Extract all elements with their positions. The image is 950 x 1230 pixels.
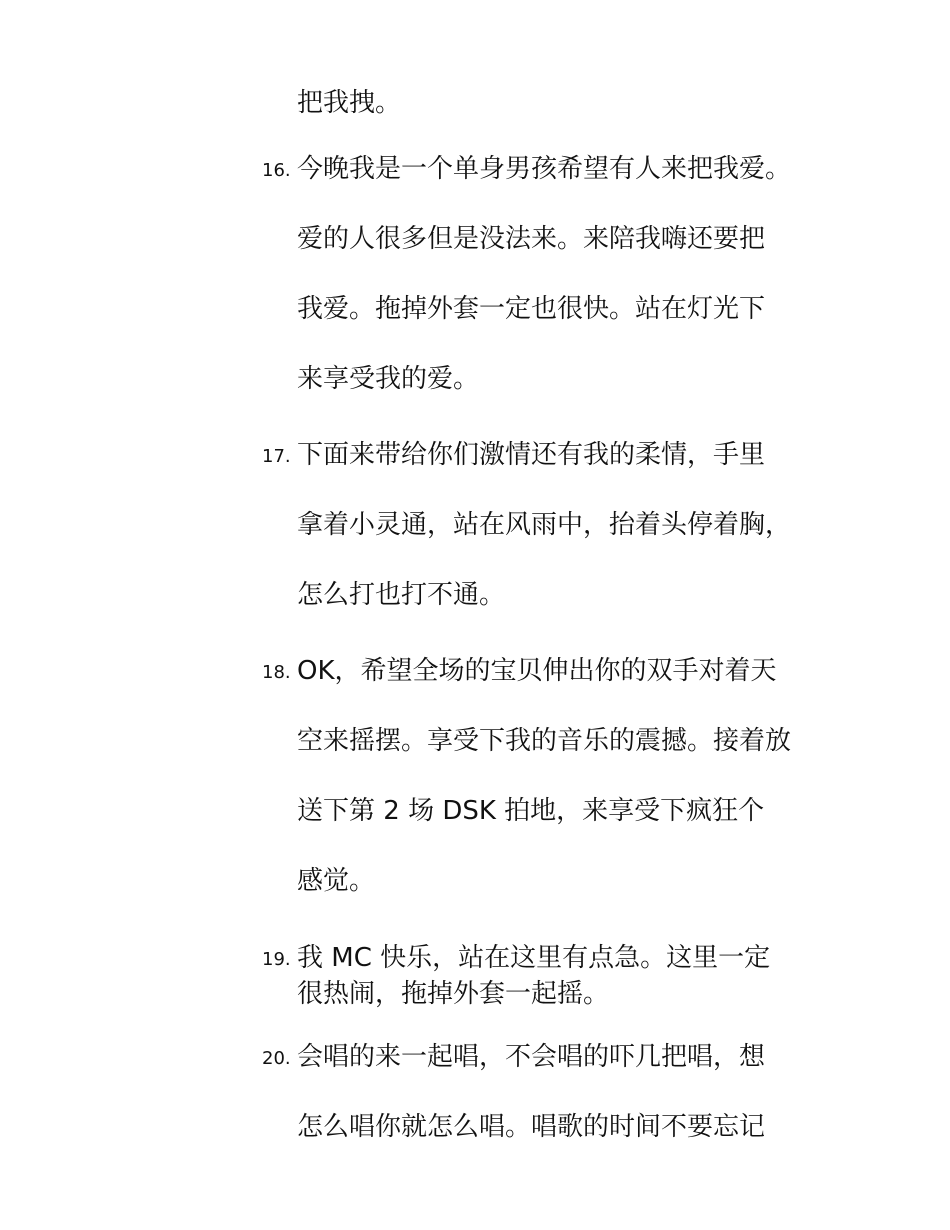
item-line: 怎么唱你就怎么唱。唱歌的时间不要忘记 <box>297 1112 766 1142</box>
item-line: 拿着小灵通，站在风雨中，抬着头停着胸， <box>297 510 792 540</box>
item-number: 18. <box>262 662 291 683</box>
item-number: 17. <box>262 446 291 467</box>
item-line: 来享受我的爱。 <box>297 364 480 394</box>
item-number: 19. <box>262 949 291 970</box>
item-line: 很热闹，拖掉外套一起摇。 <box>297 979 610 1009</box>
item-line: 下面来带给你们激情还有我的柔情，手里 <box>297 440 766 470</box>
item-number: 16. <box>262 160 291 181</box>
item-line: 会唱的来一起唱，不会唱的吓几把唱，想 <box>297 1042 766 1072</box>
item-line: 我爱。拖掉外套一定也很快。站在灯光下 <box>297 294 766 324</box>
item-line: OK，希望全场的宝贝伸出你的双手对着天 <box>297 656 777 686</box>
item-line: 今晚我是一个单身男孩希望有人来把我爱。 <box>297 154 792 184</box>
item-number: 20. <box>262 1048 291 1069</box>
item-line: 空来摇摆。享受下我的音乐的震撼。接着放 <box>297 726 792 756</box>
item-line: 爱的人很多但是没法来。来陪我嗨还要把 <box>297 224 766 254</box>
item-line: 送下第 2 场 DSK 拍地，来享受下疯狂个 <box>297 796 765 826</box>
continuation-line: 把我拽。 <box>297 88 402 118</box>
item-line: 我 MC 快乐，站在这里有点急。这里一定 <box>297 943 771 973</box>
item-line: 怎么打也打不通。 <box>297 580 506 610</box>
item-line: 感觉。 <box>297 866 376 896</box>
